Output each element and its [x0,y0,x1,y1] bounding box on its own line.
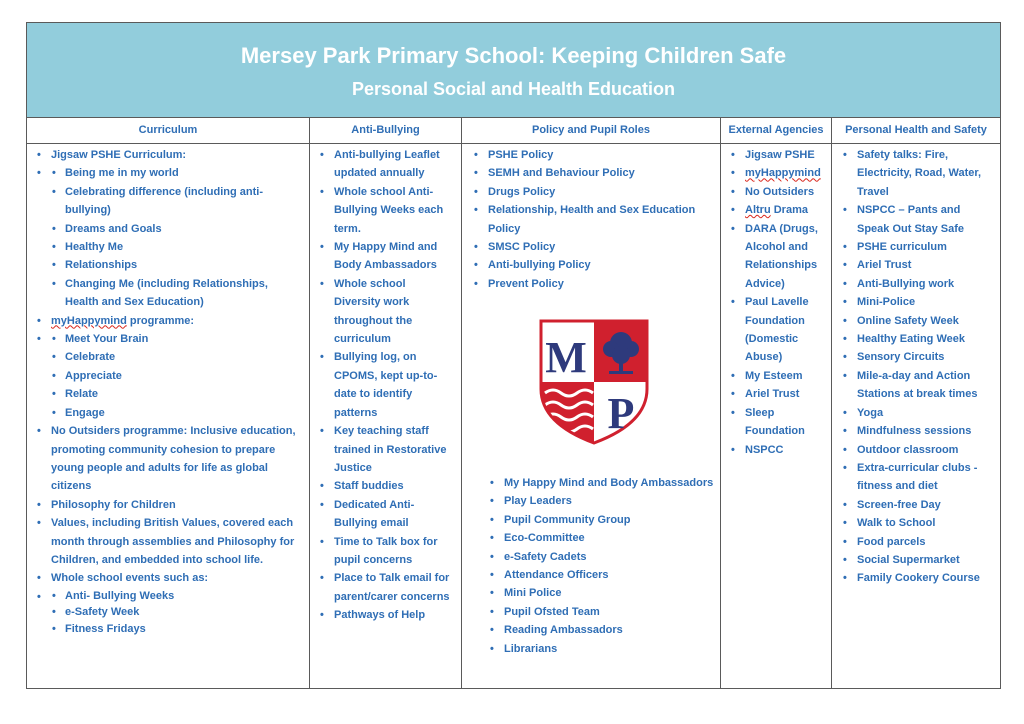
list-item: • Attendance Officers [504,566,713,584]
list-item: • Appreciate [65,367,303,385]
list-item: • SEMH and Behaviour Policy [488,164,714,182]
list-item: • Librarians [504,640,713,658]
list-item: • Relate [65,385,303,403]
health-safety-column [832,117,1000,688]
list-item: • Mile-a-day and Action Stations at break times [857,367,994,404]
list-item: • Social Supermarket [857,551,994,569]
policy-column [462,117,721,688]
health-safety-list [832,144,1000,588]
list-item-group [51,164,303,311]
external-agencies-column [721,117,832,688]
list-item: • Walk to School [857,514,994,532]
list-item: • Whole school Diversity work throughout the curriculum [334,275,455,349]
anti-bullying-header: Anti-Bullying [310,117,461,144]
list-item: • • Being me in my world [65,164,303,182]
list-item: • NSPCC [745,441,827,459]
list-item: • Place to Talk email for parent/carer concerns [334,569,455,606]
list-item: • Food parcels [857,533,994,551]
title-banner [27,23,1000,118]
list-item: • Engage [65,404,303,422]
external-agencies-list [721,144,831,459]
list-item: • My Happy Mind and Body Ambassadors [504,474,713,492]
list-item: • Extra-curricular clubs - fitness and diet [857,459,994,496]
list-item: • Dedicated Anti-Bullying email [334,496,455,533]
list-item: • Relationship, Health and Sex Education Policy [488,201,714,238]
list-item: • PSHE Policy [488,146,714,164]
list-item: • Mini Police [504,584,713,602]
list-item: • Healthy Eating Week [857,330,994,348]
list-item: • Anti-Bullying work [857,275,994,293]
list-item: • Jigsaw PSHE [745,146,827,164]
list-item: • Ariel Trust [857,256,994,274]
list-item: • Screen-free Day [857,496,994,514]
list-item: • DARA (Drugs, Alcohol and Relationships Advice) [745,220,827,294]
list-item: • Anti-bullying Policy [488,256,714,274]
curriculum-header: Curriculum [27,117,309,144]
list-item: • Yoga [857,404,994,422]
list-item: • e-Safety Cadets [504,548,713,566]
list-item: • Sensory Circuits [857,348,994,366]
health-safety-header: Personal Health and Safety [832,117,1000,144]
list-item: • Paul Lavelle Foundation (Domestic Abuse) [745,293,827,367]
list-item: • My Esteem [745,367,827,385]
list-item-group [51,588,303,638]
list-item: • Anti-bullying Leaflet updated annually [334,146,455,183]
jigsaw-sublist [51,164,303,311]
list-item: • PSHE curriculum [857,238,994,256]
list-item: • NSPCC – Pants and Speak Out Stay Safe [857,201,994,238]
list-item: • Family Cookery Course [857,569,994,587]
list-item: • Drugs Policy [488,183,714,201]
list-item: • Bullying log, on CPOMS, kept up-to-date to identify patterns [334,348,455,422]
list-item-text: Drama [770,204,808,217]
curriculum-list [27,144,309,637]
list-item-text: programme: [126,314,195,327]
list-item-group [51,330,303,422]
myhappymind-sublist [51,330,303,422]
spellcheck-word: Altru [745,204,771,217]
list-item: • My Happy Mind and Body Ambassadors [334,238,455,275]
list-item: • Pathways of Help [334,606,455,624]
list-item: • • Meet Your Brain [65,330,303,348]
list-item: • Philosophy for Children [51,496,303,514]
anti-bullying-column [310,117,462,688]
list-item: • Online Safety Week [857,312,994,330]
list-item: • No Outsiders [745,183,827,201]
list-item: • SMSC Policy [488,238,714,256]
spellcheck-word: myHappymind [745,167,821,180]
list-item: • Dreams and Goals [65,220,303,238]
list-item: • Fitness Fridays [65,621,303,638]
list-item: • Mini-Police [857,293,994,311]
list-item: • Staff buddies [334,477,455,495]
list-item: • Pupil Community Group [504,511,713,529]
list-item: • Eco-Committee [504,529,713,547]
page-title: Mersey Park Primary School: Keeping Children Safe [240,43,787,68]
spellcheck-word: myHappymind [51,314,127,327]
curriculum-column [27,117,310,688]
list-item: • Key teaching staff trained in Restorative Justice [334,422,455,477]
list-item: • Time to Talk box for pupil concerns [334,533,455,570]
list-item: • Prevent Policy [488,275,714,293]
list-item: • e-Safety Week [65,604,303,621]
list-item: • Healthy Me [65,238,303,256]
crest-letter-p: P [607,389,635,438]
list-item: • Whole school Anti-Bullying Weeks each term. [334,183,455,238]
list-item: • • Anti- Bullying Weeks [65,588,303,605]
policy-list [462,144,720,293]
crest-letter-m: M [545,333,587,382]
list-item: • Celebrating difference (including anti-bullying) [65,183,303,220]
policy-header: Policy and Pupil Roles [462,117,720,144]
list-item: • Celebrate [65,348,303,366]
list-item: • No Outsiders programme: Inclusive education, promoting community cohesion to prepare young people and adults for life as global citizens [51,422,303,496]
list-item: • Safety talks: Fire, Electricity, Road, Water, Travel [857,146,994,201]
list-item: • Values, including British Values, covered each month through assemblies and Philosophy for Children, and embedded into school life. [51,514,303,569]
list-item [51,312,303,330]
list-item [745,164,827,182]
external-agencies-header: External Agencies [721,117,831,144]
list-item: • Sleep Foundation [745,404,827,441]
list-item: • Jigsaw PSHE Curriculum: [51,146,303,164]
anti-bullying-list [310,144,461,625]
events-sublist [51,588,303,638]
list-item: • Changing Me (including Relationships, Health and Sex Education) [65,275,303,312]
list-item: • Mindfulness sessions [857,422,994,440]
pupil-roles-list [462,474,719,658]
list-item: • Whole school events such as: [51,569,303,587]
list-item: • Outdoor classroom [857,441,994,459]
list-item: • Ariel Trust [745,385,827,403]
list-item: • Reading Ambassadors [504,621,713,639]
list-item: • Pupil Ofsted Team [504,603,713,621]
list-item: • Relationships [65,256,303,274]
list-item [745,201,827,219]
document-page [26,22,1001,689]
school-crest-logo [539,319,649,445]
list-item: • Play Leaders [504,492,713,510]
page-subtitle: Personal Social and Health Education [351,79,676,99]
